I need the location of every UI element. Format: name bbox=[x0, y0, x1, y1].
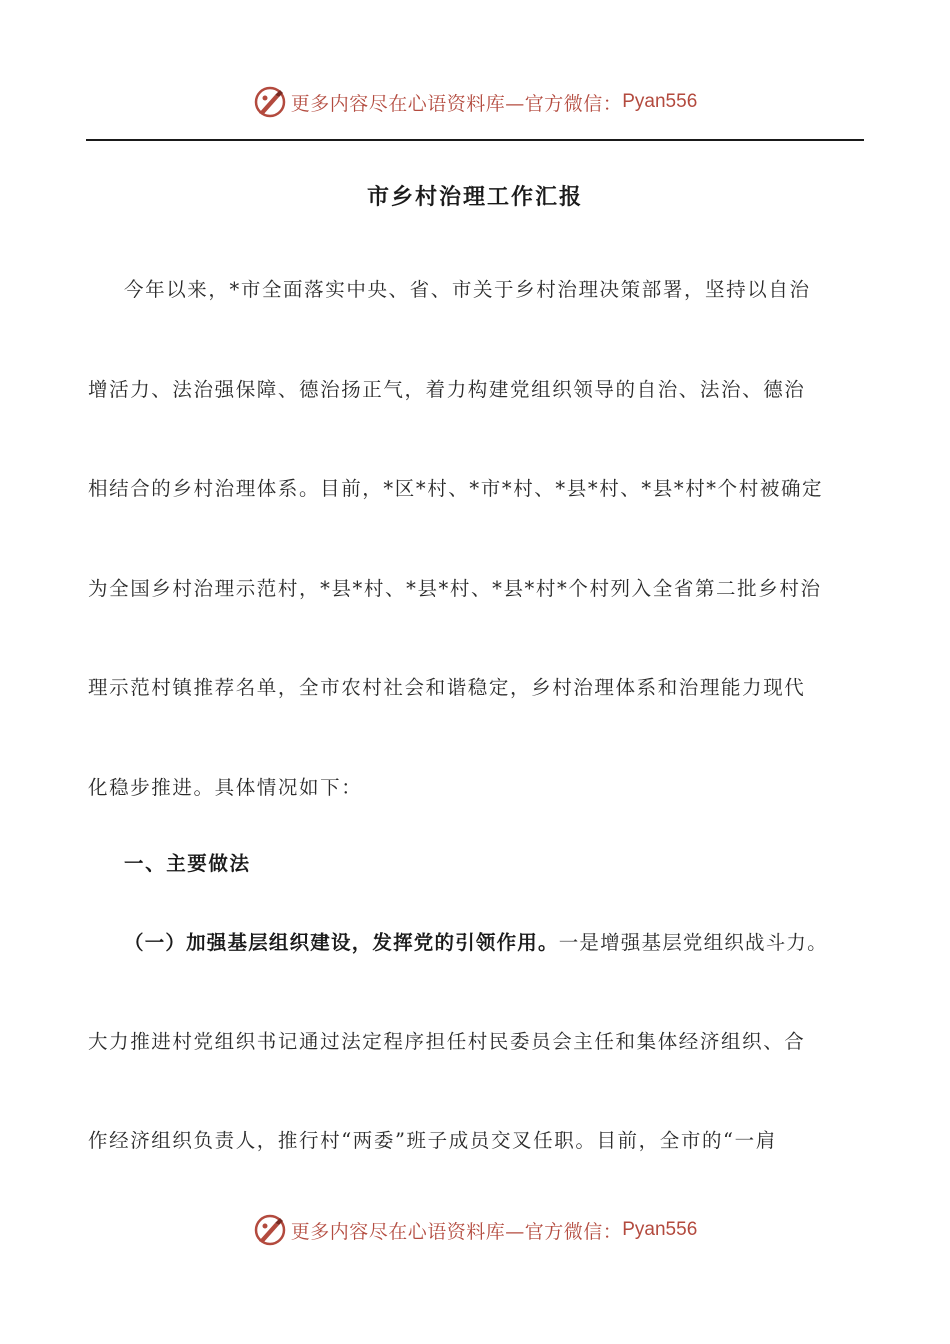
header-banner bbox=[0, 82, 950, 122]
header-divider bbox=[86, 139, 864, 141]
paragraph-line: 大力推进村党组织书记通过法定程序担任村民委员会主任和集体经济组织、合 bbox=[88, 1030, 806, 1053]
banner-text: 更多内容尽在心语资料库—官方微信： bbox=[290, 1220, 623, 1243]
banner-wechat-handle: Pyan556 bbox=[622, 91, 698, 112]
pen-logo-icon bbox=[253, 1213, 287, 1247]
paragraph-line: 为全国乡村治理示范村，*县*村、*县*村、*县*村*个村列入全省第二批乡村治 bbox=[88, 577, 822, 600]
paragraph-line: 今年以来，*市全面落实中央、省、市关于乡村治理决策部署，坚持以自治 bbox=[124, 278, 811, 301]
paragraph-line: 化稳步推进。具体情况如下： bbox=[88, 776, 363, 799]
paragraph-line: 增活力、法治强保障、德治扬正气，着力构建党组织领导的自治、法治、德治 bbox=[88, 378, 806, 401]
footer-banner bbox=[0, 1210, 950, 1250]
section-heading: 一、主要做法 bbox=[124, 852, 251, 875]
subsection-heading: （一）加强基层组织建设，发挥党的引领作用。 bbox=[124, 931, 559, 954]
banner-text: 更多内容尽在心语资料库—官方微信： bbox=[290, 92, 623, 115]
paragraph-line: 相结合的乡村治理体系。目前，*区*村、*市*村、*县*村、*县*村*个村被确定 bbox=[88, 477, 824, 500]
subsection-text: 一是增强基层党组织战斗力。 bbox=[558, 931, 828, 954]
paragraph-line: 作经济组织负责人，推行村“两委”班子成员交叉任职。目前，全市的“一肩 bbox=[88, 1129, 777, 1152]
pen-logo-icon bbox=[253, 85, 287, 119]
document-title: 市乡村治理工作汇报 bbox=[366, 184, 583, 210]
subsection-first-line bbox=[88, 927, 878, 955]
paragraph-line: 理示范村镇推荐名单，全市农村社会和谐稳定，乡村治理体系和治理能力现代 bbox=[88, 676, 806, 699]
banner-wechat-handle: Pyan556 bbox=[622, 1219, 698, 1240]
